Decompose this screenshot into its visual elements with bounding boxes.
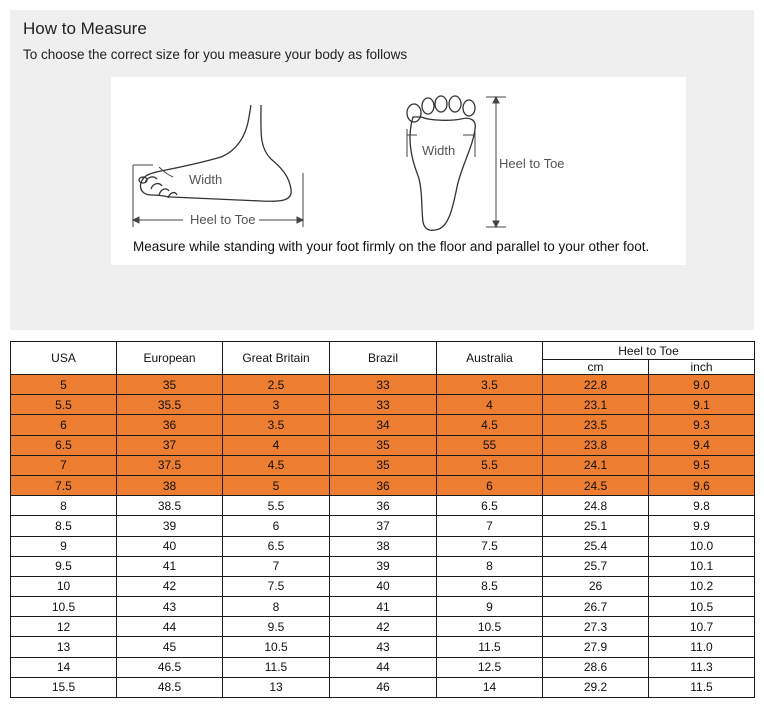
cell-inch: 11.0: [649, 637, 755, 657]
cell-brazil: 42: [330, 617, 437, 637]
cell-great-britain: 2.5: [223, 375, 330, 395]
cell-inch: 9.1: [649, 395, 755, 415]
cell-european: 46.5: [117, 657, 223, 677]
cell-great-britain: 5: [223, 475, 330, 495]
cell-australia: 6.5: [437, 496, 543, 516]
cell-cm: 27.9: [543, 637, 649, 657]
table-row: [11, 395, 755, 415]
table-row: [11, 677, 755, 697]
table-row: [11, 576, 755, 596]
cell-brazil: 46: [330, 677, 437, 697]
cell-european: 42: [117, 576, 223, 596]
cell-great-britain: 4: [223, 435, 330, 455]
cell-great-britain: 6: [223, 516, 330, 536]
table-row: [11, 556, 755, 576]
cell-european: 35: [117, 375, 223, 395]
cell-usa: 13: [11, 637, 117, 657]
cell-european: 36: [117, 415, 223, 435]
size-chart-table: [10, 341, 755, 698]
header-heel-to-toe: Heel to Toe: [543, 342, 755, 360]
cell-australia: 5.5: [437, 455, 543, 475]
cell-usa: 8.5: [11, 516, 117, 536]
cell-inch: 11.5: [649, 677, 755, 697]
cell-european: 38: [117, 475, 223, 495]
cell-australia: 55: [437, 435, 543, 455]
cell-inch: 10.0: [649, 536, 755, 556]
cell-inch: 9.5: [649, 455, 755, 475]
foot-measure-illustration: [111, 77, 686, 265]
cell-cm: 23.1: [543, 395, 649, 415]
cell-cm: 26.7: [543, 597, 649, 617]
cell-great-britain: 7: [223, 556, 330, 576]
cell-european: 38.5: [117, 496, 223, 516]
cell-australia: 14: [437, 677, 543, 697]
cell-brazil: 33: [330, 375, 437, 395]
table-row: [11, 455, 755, 475]
cell-brazil: 38: [330, 536, 437, 556]
cell-european: 39: [117, 516, 223, 536]
cell-cm: 23.5: [543, 415, 649, 435]
cell-cm: 25.1: [543, 516, 649, 536]
cell-great-britain: 6.5: [223, 536, 330, 556]
cell-usa: 12: [11, 617, 117, 637]
measure-caption: Measure while standing with your foot firmly on the floor and parallel to your other foot.: [133, 239, 650, 254]
cell-great-britain: 9.5: [223, 617, 330, 637]
cell-inch: 9.0: [649, 375, 755, 395]
cell-inch: 10.7: [649, 617, 755, 637]
cell-european: 40: [117, 536, 223, 556]
cell-usa: 15.5: [11, 677, 117, 697]
cell-cm: 25.4: [543, 536, 649, 556]
cell-great-britain: 4.5: [223, 455, 330, 475]
cell-brazil: 41: [330, 597, 437, 617]
cell-usa: 10.5: [11, 597, 117, 617]
table-row: [11, 435, 755, 455]
cell-brazil: 35: [330, 435, 437, 455]
cell-brazil: 43: [330, 637, 437, 657]
cell-european: 37.5: [117, 455, 223, 475]
cell-brazil: 40: [330, 576, 437, 596]
sole-foot-icon: [407, 96, 475, 230]
header-great-britain: Great Britain: [223, 342, 330, 375]
cell-brazil: 39: [330, 556, 437, 576]
cell-usa: 6: [11, 415, 117, 435]
cell-inch: 10.5: [649, 597, 755, 617]
cell-great-britain: 13: [223, 677, 330, 697]
cell-cm: 27.3: [543, 617, 649, 637]
cell-cm: 24.8: [543, 496, 649, 516]
cell-great-britain: 8: [223, 597, 330, 617]
cell-european: 45: [117, 637, 223, 657]
cell-european: 43: [117, 597, 223, 617]
cell-inch: 9.8: [649, 496, 755, 516]
table-row: [11, 657, 755, 677]
cell-australia: 12.5: [437, 657, 543, 677]
cell-usa: 5.5: [11, 395, 117, 415]
foot-diagram-icon: [111, 77, 686, 265]
cell-european: 35.5: [117, 395, 223, 415]
cell-cm: 26: [543, 576, 649, 596]
cell-cm: 23.8: [543, 435, 649, 455]
cell-brazil: 33: [330, 395, 437, 415]
cell-brazil: 34: [330, 415, 437, 435]
cell-cm: 25.7: [543, 556, 649, 576]
cell-european: 37: [117, 435, 223, 455]
cell-australia: 3.5: [437, 375, 543, 395]
cell-australia: 8.5: [437, 576, 543, 596]
table-row: [11, 536, 755, 556]
cell-cm: 22.8: [543, 375, 649, 395]
cell-usa: 5: [11, 375, 117, 395]
cell-australia: 7: [437, 516, 543, 536]
cell-usa: 9.5: [11, 556, 117, 576]
cell-brazil: 35: [330, 455, 437, 475]
table-row: [11, 475, 755, 495]
cell-european: 41: [117, 556, 223, 576]
table-row: [11, 597, 755, 617]
cell-great-britain: 11.5: [223, 657, 330, 677]
cell-cm: 28.6: [543, 657, 649, 677]
cell-cm: 24.5: [543, 475, 649, 495]
cell-inch: 9.6: [649, 475, 755, 495]
cell-european: 48.5: [117, 677, 223, 697]
side-heel-to-toe-label: Heel to Toe: [190, 212, 256, 227]
cell-usa: 10: [11, 576, 117, 596]
cell-inch: 9.4: [649, 435, 755, 455]
header-european: European: [117, 342, 223, 375]
cell-brazil: 36: [330, 496, 437, 516]
cell-australia: 10.5: [437, 617, 543, 637]
cell-inch: 9.3: [649, 415, 755, 435]
cell-australia: 4.5: [437, 415, 543, 435]
cell-great-britain: 10.5: [223, 637, 330, 657]
sole-width-label: Width: [422, 143, 456, 158]
page-subtitle: To choose the correct size for you measure your body as follows: [23, 47, 408, 62]
cell-australia: 6: [437, 475, 543, 495]
cell-australia: 7.5: [437, 536, 543, 556]
how-to-measure-panel: [10, 10, 754, 330]
cell-usa: 7.5: [11, 475, 117, 495]
cell-usa: 6.5: [11, 435, 117, 455]
cell-inch: 11.3: [649, 657, 755, 677]
cell-usa: 7: [11, 455, 117, 475]
cell-usa: 9: [11, 536, 117, 556]
table-row: [11, 637, 755, 657]
table-row: [11, 496, 755, 516]
cell-brazil: 37: [330, 516, 437, 536]
cell-usa: 8: [11, 496, 117, 516]
cell-brazil: 44: [330, 657, 437, 677]
cell-inch: 9.9: [649, 516, 755, 536]
cell-cm: 24.1: [543, 455, 649, 475]
header-australia: Australia: [437, 342, 543, 375]
cell-inch: 10.1: [649, 556, 755, 576]
cell-australia: 9: [437, 597, 543, 617]
cell-european: 44: [117, 617, 223, 637]
side-width-label: Width: [189, 172, 223, 187]
cell-great-britain: 5.5: [223, 496, 330, 516]
header-cm: cm: [543, 360, 649, 375]
size-rows: [11, 375, 755, 698]
table-row: [11, 415, 755, 435]
header-brazil: Brazil: [330, 342, 437, 375]
cell-brazil: 36: [330, 475, 437, 495]
page-title: How to Measure: [23, 19, 147, 38]
header-inch: inch: [649, 360, 755, 375]
sole-heel-to-toe-label: Heel to Toe: [499, 156, 565, 171]
cell-usa: 14: [11, 657, 117, 677]
cell-great-britain: 3.5: [223, 415, 330, 435]
cell-great-britain: 3: [223, 395, 330, 415]
cell-inch: 10.2: [649, 576, 755, 596]
header-usa: USA: [11, 342, 117, 375]
table-row: [11, 516, 755, 536]
table-row: [11, 617, 755, 637]
cell-australia: 4: [437, 395, 543, 415]
table-row: [11, 375, 755, 395]
cell-cm: 29.2: [543, 677, 649, 697]
cell-australia: 11.5: [437, 637, 543, 657]
cell-australia: 8: [437, 556, 543, 576]
cell-great-britain: 7.5: [223, 576, 330, 596]
